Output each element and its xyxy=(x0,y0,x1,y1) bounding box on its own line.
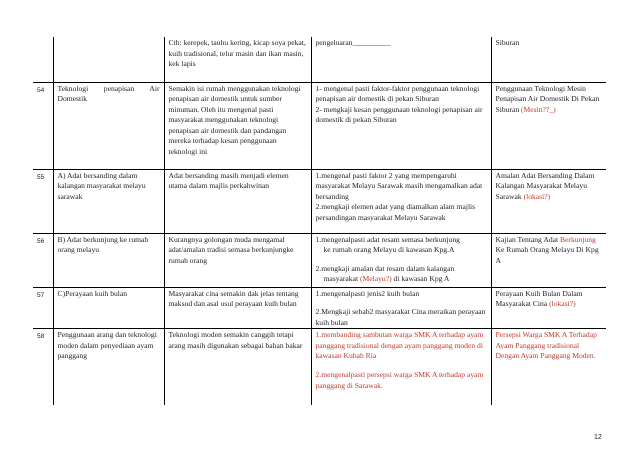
issue-cell: Adat bersanding masih menjadi elemen utama dalam majlis perkahwinan xyxy=(164,169,311,233)
title-cell: Siburan xyxy=(491,37,606,82)
table-row xyxy=(33,329,606,405)
issue-cell: Semakin isi rumah menggunakan teknologi penapisan air domestik untuk sumber minuman. Oleh itu mengenal pasti masyarakat menggunakan teknologi penapisan air domestik dan pandangan mereka terhadap kesan penggunaan teknologi ini xyxy=(164,82,311,169)
objective-cell xyxy=(311,82,491,169)
title-note: (lokasi?) xyxy=(549,299,576,309)
issue-cell: Masyarakat cina semakin dak jelas tentang maksud dan asal usul perayaan kuih bulan xyxy=(164,287,311,329)
table-row xyxy=(33,233,606,287)
table-row xyxy=(33,37,606,82)
topic-cell: Teknologi penapisan Air Domestik xyxy=(53,82,164,169)
objective-cell xyxy=(311,329,491,405)
title-text: Perayaan Kuih Bulan Dalam Masyarakat Cina xyxy=(495,288,583,309)
title-text: Penggunaan Teknologi Mesin Penapisan Air Domestik Di Pekan Siburan xyxy=(495,83,600,114)
objective-2: 2.Mengkaji sebab2 masyarakat Cina meraikan perayaan kuih bulan xyxy=(315,307,486,327)
objective-cell xyxy=(311,287,491,329)
objective-2-text-a: masyarakat xyxy=(323,274,359,284)
topic-cell: Penggunaan arang dan teknologi moden dalam penyediaan ayam panggang xyxy=(53,329,164,405)
table-row xyxy=(33,287,606,329)
title-text-b: Ke Rumah Orang Melayu Di Kpg A xyxy=(495,245,599,265)
title-note: (lokasi?) xyxy=(523,191,551,201)
objective-2-cont xyxy=(316,274,487,285)
title-cell: Persepsi Warga SMK A Terhadap Ayam Panggang tradisional Dengan Ayam Panggang Moden. xyxy=(491,329,606,405)
number-cell xyxy=(33,37,53,82)
title-text: Amalan Adat Bersanding Dalam Kalangan Masyarakat Melayu Sarawak xyxy=(495,170,595,201)
row-number: 58 xyxy=(33,329,53,405)
title-cell xyxy=(491,169,606,233)
table-row xyxy=(33,169,606,233)
objective-cell xyxy=(311,169,491,233)
title-cell xyxy=(491,82,606,169)
title-note: Berkunjung xyxy=(560,234,596,244)
title-note: (Mesin??_) xyxy=(521,104,556,114)
objective-1: 1.mengenalpasti adat resam semasa berkunjung xyxy=(315,234,460,244)
objective-1-cont: ke rumah orang Melayu di kawasan Kpg.A xyxy=(323,245,455,255)
topic-cell: C)Perayaan kuih bulan xyxy=(53,287,164,329)
title-text-a: Kajian Tentang Adat xyxy=(495,234,559,244)
topic-cell: A) Adat bersanding dalam kalangan masyarakat melayu sarawak xyxy=(53,169,164,233)
objective-1: 1- mengenal pasti faktor-faktor penggunaan teknologi penapisan air domestik di pekan Siburan xyxy=(315,83,480,104)
objective-cell xyxy=(311,233,491,287)
objective-1: 1.mengenalpasti jenis2 kuih bulan xyxy=(315,288,420,298)
objective-2-note: (Melayu?) xyxy=(359,274,392,284)
row-number: 56 xyxy=(33,233,53,287)
topics-table xyxy=(33,37,606,405)
issue-cell: Kurangnya golongan muda mengamal adat/amalan tradisi semasa berkunjungke rumah orang xyxy=(164,233,311,287)
objective-cell: pengeluaran__________ xyxy=(311,37,491,82)
objective-2: 2.mengkaji amalan dat resam dalam kalangan xyxy=(315,263,455,273)
issue-cell: Cth: kerepek, tauhu kering, kicap soya pekat, kuih tradisional, telur masin dan ikan masin, kek lapis xyxy=(164,37,311,82)
title-cell xyxy=(491,233,606,287)
row-number: 57 xyxy=(33,287,53,329)
objective-2: 2.mengenalpasti persepsi warga SMK A terhadap ayam panggang di Sarawak. xyxy=(315,370,484,390)
objective-2: 2.mengkaji elemen adat yang diamalkan alam majlis persandingan masyarakat Melayu Sarawak xyxy=(315,202,476,222)
objective-2-text-b: di kawasan Kpg A xyxy=(393,274,450,284)
title-cell xyxy=(491,287,606,329)
row-number: 54 xyxy=(33,82,53,169)
topic-cell xyxy=(53,37,164,82)
issue-cell: Teknologi moden semakin canggih tetapi arang masih digunakan sebagai bahan bakar xyxy=(164,329,311,405)
table-row xyxy=(33,82,606,169)
objective-1: 1.mengenal pasti faktor 2 yang mempengaruhi masyarakat Melayu Sarawak masih mengamalkan adat bersanding xyxy=(315,170,483,201)
topic-cell: B) Adat berkunjung ke rumah orang melayu xyxy=(53,233,164,287)
row-number: 55 xyxy=(33,169,53,233)
objective-2: 2- mengkaji kesan penggunaan teknologi penapisan air domestik di pekan Siburan xyxy=(315,104,483,125)
page-number: 12 xyxy=(594,434,602,441)
objective-1: 1.membanding sambutan warga SMK A terhadap ayam panggang tradisional dengan ayam panggang moden di kawasan Kubah Ria xyxy=(315,330,484,361)
